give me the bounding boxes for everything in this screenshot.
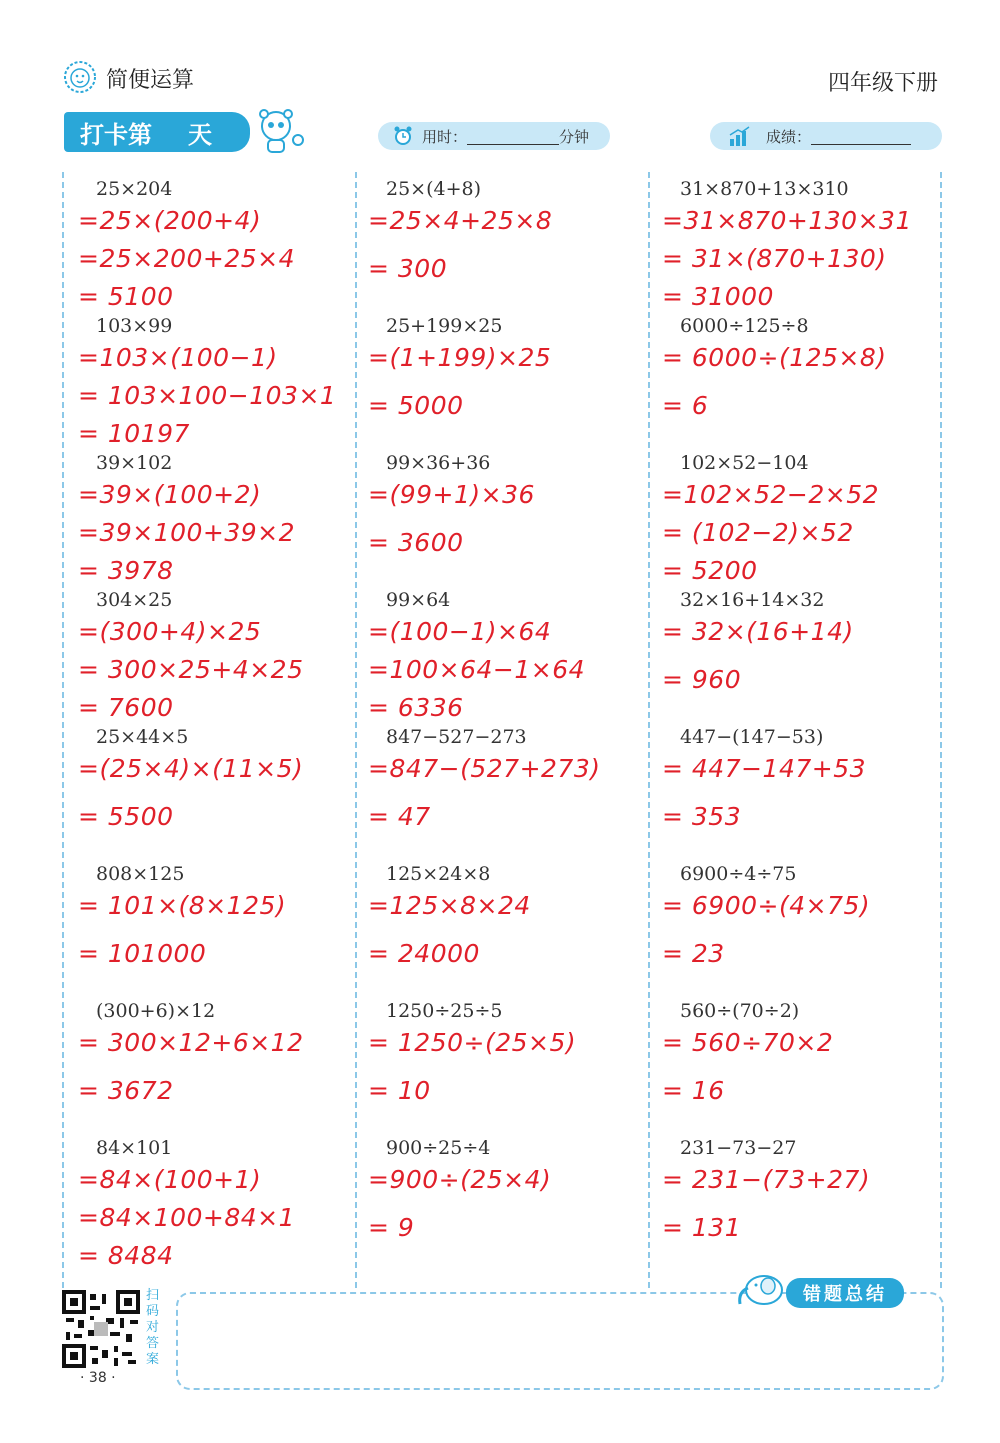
handwritten-step: = 6 [662, 391, 709, 420]
problem-cell [368, 1000, 666, 1137]
handwritten-step: = 1250÷(25×5) [368, 1028, 577, 1057]
problem-cell [368, 452, 666, 589]
section-title: 简便运算 [106, 67, 195, 93]
problem-cell [368, 1137, 666, 1274]
handwritten-step: =102×52−2×52 [662, 480, 880, 509]
handwritten-step: =(25×4)×(11×5) [78, 754, 304, 783]
score-field [710, 122, 942, 150]
problem-cell [78, 178, 376, 315]
alarm-clock-icon [392, 125, 414, 147]
mistake-summary-label: 错题总结 [786, 1278, 904, 1308]
handwritten-step: = 103×100−103×1 [78, 381, 337, 410]
problem-expression: (300+6)×12 [96, 1000, 216, 1022]
handwritten-step: = 131 [662, 1213, 742, 1242]
problem-cell [662, 1000, 960, 1137]
problem-cell [78, 863, 376, 1000]
handwritten-step: = 31×(870+130) [662, 244, 887, 273]
problem-expression: 900÷25÷4 [386, 1137, 491, 1159]
problem-cell [368, 589, 666, 726]
checkin-prefix: 打卡第 [80, 120, 152, 149]
handwritten-step: = 31000 [662, 282, 774, 311]
handwritten-step: =84×(100+1) [78, 1165, 262, 1194]
problem-expression: 125×24×8 [386, 863, 491, 885]
page-number-value: 38 [88, 1370, 107, 1386]
handwritten-step: =(1+199)×25 [368, 343, 552, 372]
time-blank[interactable] [467, 128, 559, 145]
brand [62, 58, 194, 98]
problem-expression: 847−527−273 [386, 726, 527, 748]
handwritten-step: = 7600 [78, 693, 174, 722]
handwritten-step: = 23 [662, 939, 725, 968]
problem-cell [78, 726, 376, 863]
problem-expression: 103×99 [96, 315, 173, 337]
problem-cell [368, 315, 666, 452]
robot-mascot-icon [254, 106, 308, 158]
handwritten-step: =39×(100+2) [78, 480, 262, 509]
problem-cell [368, 863, 666, 1000]
handwritten-step: =125×8×24 [368, 891, 531, 920]
handwritten-step: = 47 [368, 802, 431, 831]
handwritten-step: = 10 [368, 1076, 431, 1105]
problem-expression: 808×125 [96, 863, 185, 885]
problem-expression: 102×52−104 [680, 452, 809, 474]
handwritten-step: =84×100+84×1 [78, 1203, 296, 1232]
problem-expression: 447−(147−53) [680, 726, 824, 748]
problem-expression: 560÷(70÷2) [680, 1000, 800, 1022]
handwritten-step: = 16 [662, 1076, 725, 1105]
problem-cell [662, 178, 960, 315]
problem-cell [662, 589, 960, 726]
time-unit: 分钟 [559, 127, 590, 146]
problem-expression: 25×204 [96, 178, 173, 200]
handwritten-step: =39×100+39×2 [78, 518, 296, 547]
problem-expression: 304×25 [96, 589, 173, 611]
score-label: 成绩： [766, 127, 812, 146]
handwritten-step: = 5500 [78, 802, 174, 831]
handwritten-step: =(100−1)×64 [368, 617, 552, 646]
handwritten-step: = 101000 [78, 939, 207, 968]
page-number: · 38 · [80, 1370, 116, 1386]
handwritten-step: =847−(527+273) [368, 754, 601, 783]
checkin-banner [64, 112, 250, 152]
handwritten-step: =25×200+25×4 [78, 244, 296, 273]
time-label: 用时： [422, 127, 468, 146]
problem-cell [662, 1137, 960, 1274]
problem-expression: 25+199×25 [386, 315, 503, 337]
problem-expression: 84×101 [96, 1137, 173, 1159]
handwritten-step: =900÷(25×4) [368, 1165, 552, 1194]
handwritten-step: = 3600 [368, 528, 464, 557]
handwritten-step: = 9 [368, 1213, 415, 1242]
handwritten-step: = 5200 [662, 556, 758, 585]
problem-expression: 6900÷4÷75 [680, 863, 797, 885]
problem-expression: 99×64 [386, 589, 451, 611]
handwritten-step: = 6000÷(125×8) [662, 343, 887, 372]
handwritten-step: = 32×(16+14) [662, 617, 854, 646]
problem-cell [78, 1137, 376, 1274]
problem-cell [78, 315, 376, 452]
problem-cell [662, 315, 960, 452]
bar-chart-icon [728, 125, 752, 147]
handwritten-step: = 447−147+53 [662, 754, 867, 783]
handwritten-step: = 8484 [78, 1241, 174, 1270]
problem-expression: 31×870+13×310 [680, 178, 849, 200]
problem-expression: 25×44×5 [96, 726, 189, 748]
score-blank[interactable] [811, 128, 911, 145]
handwritten-step: =100×64−1×64 [368, 655, 586, 684]
elephant-mascot-icon [732, 1270, 788, 1310]
handwritten-step: = (102−2)×52 [662, 518, 854, 547]
checkin-suffix: 天 [188, 120, 212, 149]
problem-cell [78, 452, 376, 589]
problem-cell [368, 726, 666, 863]
scan-answers-label: 扫码对答案 [146, 1288, 160, 1367]
lion-mascot-icon [62, 59, 98, 97]
handwritten-step: = 101×(8×125) [78, 891, 287, 920]
handwritten-step: = 24000 [368, 939, 480, 968]
handwritten-step: = 353 [662, 802, 742, 831]
problem-expression: 99×36+36 [386, 452, 491, 474]
problem-cell [662, 863, 960, 1000]
problem-expression: 6000÷125÷8 [680, 315, 809, 337]
problem-cell [662, 726, 960, 863]
grid-divider [62, 172, 64, 1288]
handwritten-step: =25×4+25×8 [368, 206, 553, 235]
handwritten-step: =(99+1)×36 [368, 480, 535, 509]
problem-expression: 231−73−27 [680, 1137, 797, 1159]
handwritten-step: =25×(200+4) [78, 206, 262, 235]
handwritten-step: = 231−(73+27) [662, 1165, 871, 1194]
handwritten-step: =31×870+130×31 [662, 206, 912, 235]
time-field [378, 122, 610, 150]
problem-cell [78, 589, 376, 726]
handwritten-step: = 300×25+4×25 [78, 655, 304, 684]
handwritten-step: =103×(100−1) [78, 343, 278, 372]
handwritten-step: = 300 [368, 254, 448, 283]
handwritten-step: =(300+4)×25 [78, 617, 262, 646]
problem-expression: 1250÷25÷5 [386, 1000, 503, 1022]
handwritten-step: = 6336 [368, 693, 464, 722]
handwritten-step: = 300×12+6×12 [78, 1028, 304, 1057]
problem-cell [662, 452, 960, 589]
handwritten-step: = 6900÷(4×75) [662, 891, 871, 920]
handwritten-step: = 3978 [78, 556, 174, 585]
handwritten-step: = 960 [662, 665, 742, 694]
handwritten-step: = 560÷70×2 [662, 1028, 834, 1057]
qr-code-icon[interactable] [62, 1290, 140, 1368]
grade-label: 四年级下册 [827, 71, 938, 96]
problem-expression: 32×16+14×32 [680, 589, 825, 611]
handwritten-step: = 5000 [368, 391, 464, 420]
handwritten-step: = 10197 [78, 419, 190, 448]
problem-cell [78, 1000, 376, 1137]
problem-expression: 39×102 [96, 452, 173, 474]
handwritten-step: = 5100 [78, 282, 174, 311]
problem-expression: 25×(4+8) [386, 178, 482, 200]
problem-cell [368, 178, 666, 315]
handwritten-step: = 3672 [78, 1076, 174, 1105]
